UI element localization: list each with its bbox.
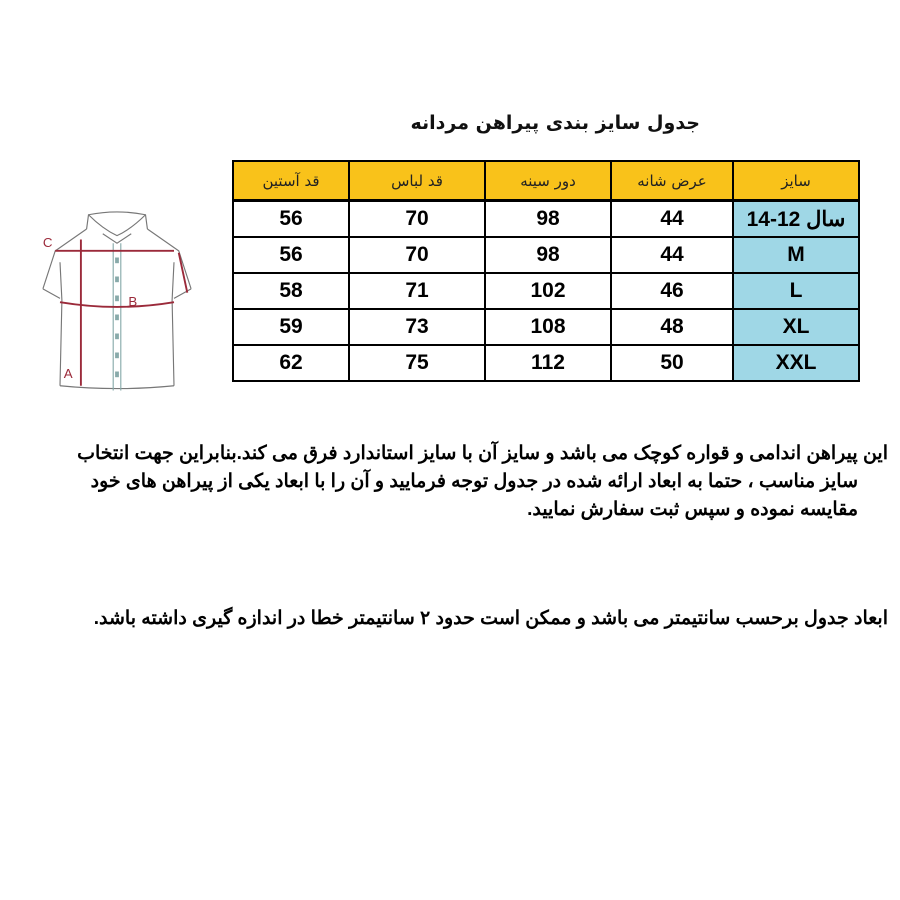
cell-sleeve: 58 <box>233 273 349 309</box>
cell-length: 75 <box>349 345 485 381</box>
cell-sleeve: 59 <box>233 309 349 345</box>
cell-chest: 98 <box>485 201 611 238</box>
cell-sleeve: 62 <box>233 345 349 381</box>
label-c: C <box>42 235 53 251</box>
cell-length: 73 <box>349 309 485 345</box>
table-header-row <box>233 161 859 201</box>
cell-size <box>733 201 859 238</box>
cell-chest: 112 <box>485 345 611 381</box>
table-row <box>233 201 859 238</box>
cell-size: XL <box>733 309 859 345</box>
header-size: سایز <box>733 161 859 201</box>
cell-shoulder: 44 <box>611 201 733 238</box>
shirt-measurement-diagram <box>22 205 212 405</box>
notice-line-3: مقایسه نموده و سپس ثبت سفارش نمایید. <box>527 499 858 520</box>
cell-shoulder: 48 <box>611 309 733 345</box>
cell-size: L <box>733 273 859 309</box>
page-title: جدول سایز بندی پیراهن مردانه <box>410 112 700 134</box>
label-a: A <box>63 366 73 382</box>
cell-size: M <box>733 237 859 273</box>
header-sleeve-length: قد آستین <box>233 161 349 201</box>
cell-chest: 108 <box>485 309 611 345</box>
cell-chest: 102 <box>485 273 611 309</box>
cell-shoulder: 44 <box>611 237 733 273</box>
size-table <box>232 160 860 382</box>
table-row <box>233 237 859 273</box>
measurement-note: ابعاد جدول برحسب سانتیمتر می باشد و ممکن است حدود ۲ سانتیمتر خطا در اندازه گیری داشته باشد. <box>93 608 888 629</box>
cell-chest: 98 <box>485 237 611 273</box>
header-garment-length: قد لباس <box>349 161 485 201</box>
cell-length: 71 <box>349 273 485 309</box>
cell-length: 70 <box>349 201 485 238</box>
header-shoulder-width: عرض شانه <box>611 161 733 201</box>
cell-sleeve: 56 <box>233 201 349 238</box>
cell-shoulder: 50 <box>611 345 733 381</box>
table-row <box>233 345 859 381</box>
notice-line-1: این پیراهن اندامی و قواره کوچک می باشد و سایز آن با سایز استاندارد فرق می کند.بنابراین جهت انتخاب <box>77 443 888 464</box>
cell-shoulder: 46 <box>611 273 733 309</box>
cell-length: 70 <box>349 237 485 273</box>
size-label: سال 12-14 <box>746 207 846 231</box>
header-chest: دور سینه <box>485 161 611 201</box>
notice-line-2: سایز مناسب ، حتما به ابعاد ارائه شده در جدول توجه فرمایید و آن را با ابعاد یکی از پیراهن های خود <box>90 471 858 492</box>
label-b: B <box>128 293 138 309</box>
cell-size: XXL <box>733 345 859 381</box>
table-row <box>233 309 859 345</box>
table-row <box>233 273 859 309</box>
fit-notice <box>28 440 888 524</box>
cell-sleeve: 56 <box>233 237 349 273</box>
